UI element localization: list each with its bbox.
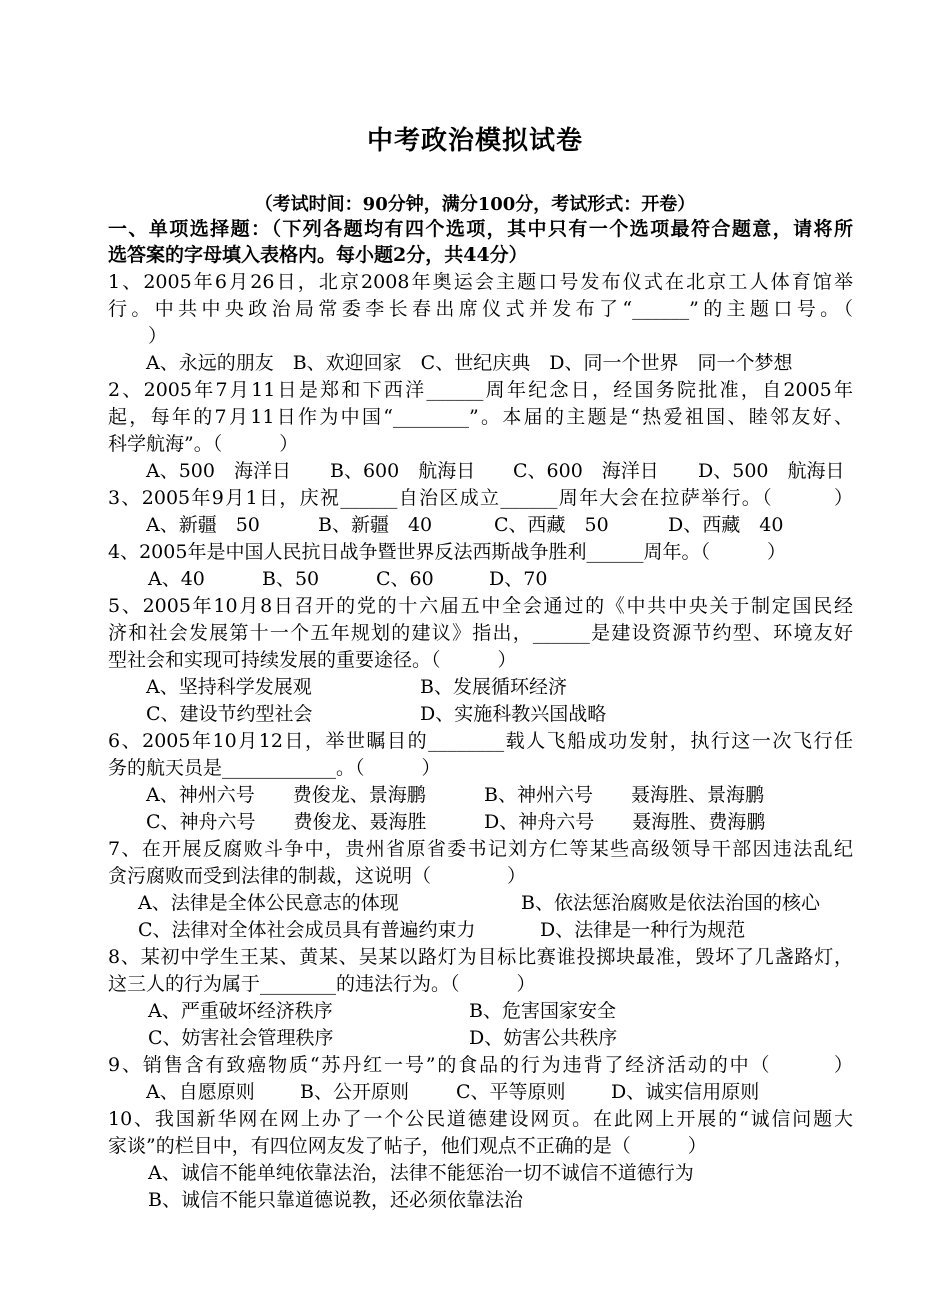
section-heading: 一、单项选择题：（下列各题均有四个选项，其中只有一个选项最符合题意，请将所 (108, 218, 853, 240)
question-3-option-d: D、西藏 40 (668, 514, 784, 536)
question-4-option-a: A、40 (148, 568, 205, 590)
question-10-option-b: B、诚信不能只靠道德说教，还必须依靠法治 (148, 1189, 523, 1211)
question-4-option-d: D、70 (489, 568, 548, 590)
question-7-option-d: D、法律是一种行为规范 (540, 919, 746, 941)
question-5-option-c: C、建设节约型社会 (146, 703, 313, 725)
question-4-option-b: B、50 (262, 568, 320, 590)
question-6-text: 6、2005年10月12日，举世瞩目的________载人飞船成功发射，执行这一次飞行任 (108, 730, 853, 752)
question-8-option-a: A、严重破坏经济秩序 (148, 1000, 333, 1022)
question-5-option-d: D、实施科教兴国战略 (420, 703, 607, 725)
exam-subtitle: （考试时间：90分钟，满分100分，考试形式：开卷） (254, 194, 696, 215)
question-6-option-c: C、神舟六号 费俊龙、聂海胜 (146, 811, 427, 833)
question-9-text: 9、销售含有致癌物质“苏丹红一号”的食品的行为违背了经济活动的中（ ） (108, 1054, 853, 1076)
question-9-option-b: B、公开原则 (300, 1081, 409, 1103)
question-8-text: 这三人的行为属于________的违法行为。（ ） (108, 973, 536, 995)
question-2-text: 起，每年的7月11日作为中国“________”。本届的主题是“热爱祖国、睦邻友好、 (108, 406, 853, 428)
question-1-text: 1、2005年6月26日，北京2008年奥运会主题口号发布仪式在北京工人体育馆举 (108, 271, 853, 293)
question-7-option-b: B、依法惩治腐败是依法治国的核心 (521, 892, 820, 914)
question-10-option-a: A、诚信不能单纯依靠法治，法律不能惩治一切不诚信不道德行为 (148, 1162, 694, 1184)
question-5-option-b: B、发展循环经济 (420, 676, 567, 698)
question-3-option-a: A、新疆 50 (146, 514, 260, 536)
question-2-option-c: C、600 海洋日 (513, 460, 659, 482)
question-4-option-c: C、60 (376, 568, 434, 590)
question-5-text: 型社会和实现可持续发展的重要途径。（ ） (108, 649, 517, 671)
question-2-text: 2、2005年7月11日是郑和下西洋______周年纪念日，经国务院批准，自2005年 (108, 379, 853, 401)
question-8-option-d: D、妨害公共秩序 (469, 1027, 618, 1049)
question-6-option-d: D、神舟六号 聂海胜、费海鹏 (484, 811, 766, 833)
question-3-option-c: C、西藏 50 (494, 514, 609, 536)
question-8-option-b: B、危害国家安全 (469, 1000, 616, 1022)
question-7-option-a: A、法律是全体公民意志的体现 (138, 892, 399, 914)
question-3-option-b: B、新疆 40 (318, 514, 433, 536)
question-8-option-c: C、妨害社会管理秩序 (148, 1027, 334, 1049)
question-9-option-a: A、自愿原则 (146, 1081, 255, 1103)
question-7-text: 7、在开展反腐败斗争中，贵州省原省委书记刘方仁等某些高级领导干部因违法乱纪 (108, 838, 853, 860)
question-4-text: 4、2005年是中国人民抗日战争暨世界反法西斯战争胜利______周年。（ ） (108, 541, 786, 563)
question-9-option-c: C、平等原则 (456, 1081, 566, 1103)
question-5-text: 济和社会发展第十一个五年规划的建议》指出，______是建设资源节约型、环境友好 (108, 622, 853, 644)
question-10-text: 家谈”的栏目中，有四位网友发了帖子，他们观点不正确的是（ ） (108, 1135, 707, 1157)
question-2-text: 科学航海”。（ ） (108, 433, 299, 455)
question-2-option-a: A、500 海洋日 (146, 460, 291, 482)
question-6-text: 务的航天员是____________。（ ） (108, 757, 441, 779)
question-8-text: 8、某初中学生王某、黄某、吴某以路灯为目标比赛谁投掷块最准，毁坏了几盏路灯， (108, 946, 853, 968)
question-3-text: 3、2005年9月1日，庆祝______自治区成立______周年大会在拉萨举行。（ ） (108, 487, 853, 509)
section-heading-cont: 选答案的字母填入表格内。每小题2分，共44分） (108, 244, 528, 266)
question-6-option-a: A、神州六号 费俊龙、景海鹏 (146, 784, 426, 806)
question-7-text: 贪污腐败而受到法律的制裁，这说明（ ） (108, 865, 527, 887)
question-1-options: A、永远的朋友 B、欢迎回家 C、世纪庆典 D、同一个世界 同一个梦想 (146, 352, 793, 374)
question-9-option-d: D、诚实信用原则 (611, 1081, 760, 1103)
question-2-option-d: D、500 航海日 (698, 460, 845, 482)
question-1-text: ） (148, 325, 168, 347)
question-6-option-b: B、神州六号 聂海胜、景海鹏 (484, 784, 764, 806)
question-2-option-b: B、600 航海日 (330, 460, 476, 482)
exam-title: 中考政治模拟试卷 (366, 126, 583, 156)
question-5-option-a: A、坚持科学发展观 (146, 676, 312, 698)
question-1-text: 行。中共中央政治局常委李长春出席仪式并发布了“______”的主题口号。（ (108, 298, 853, 320)
question-5-text: 5、2005年10月8日召开的党的十六届五中全会通过的《中共中央关于制定国民经 (108, 595, 853, 617)
question-7-option-c: C、法律对全体社会成员具有普遍约束力 (138, 919, 476, 941)
question-10-text: 10、我国新华网在网上办了一个公民道德建设网页。在此网上开展的“诚信问题大 (108, 1108, 853, 1130)
